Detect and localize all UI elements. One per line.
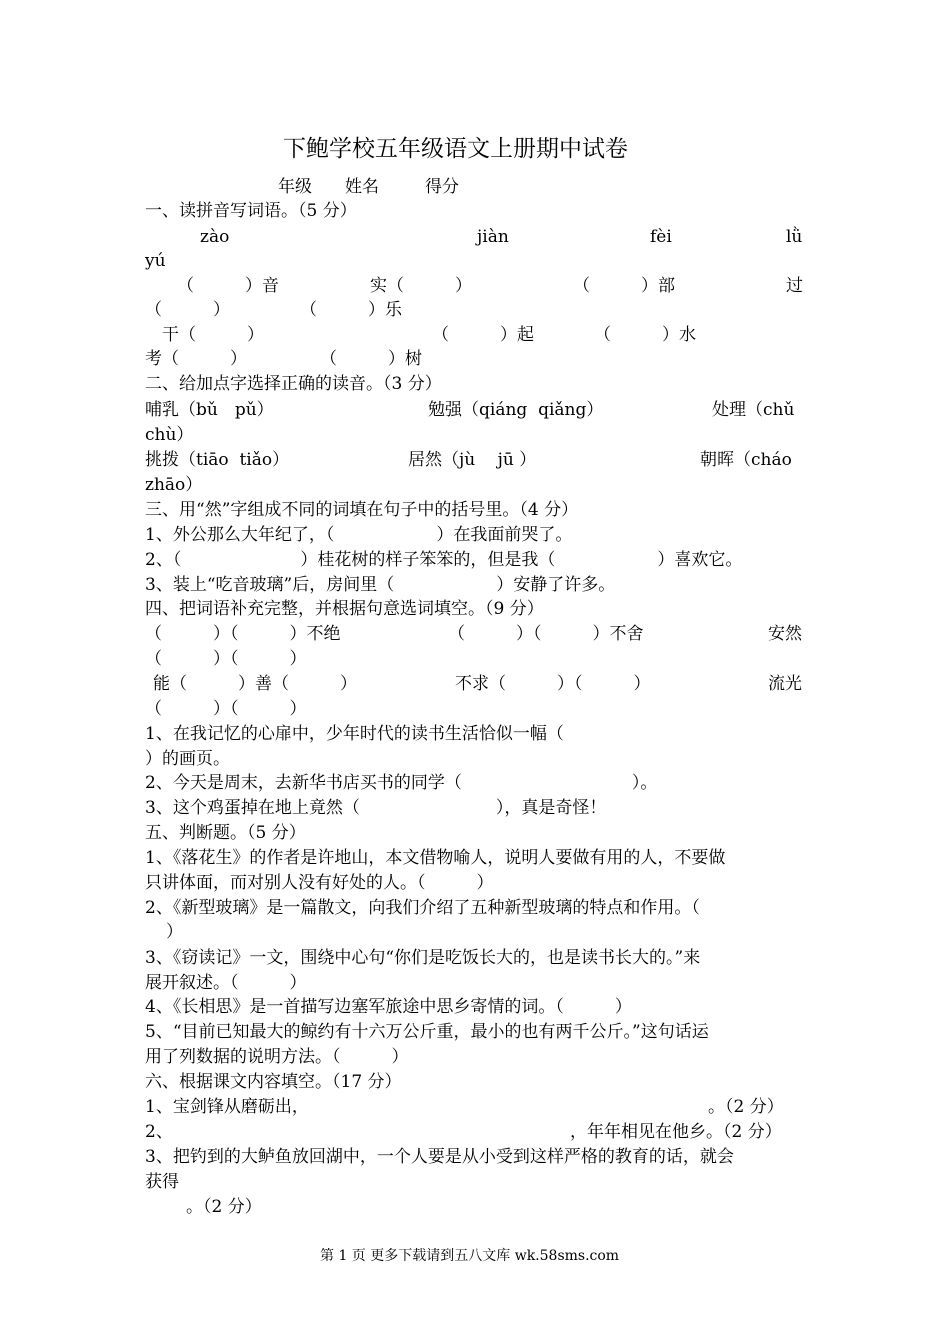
s5-question-3-cont: 展开叙述。（ ）	[145, 973, 307, 993]
s6-question-2: 2、	[145, 1122, 173, 1142]
section-5-heading: 五、判断题。（5 分）	[145, 823, 306, 843]
s1-blank-11: （ ）树	[320, 349, 422, 369]
s1-blank-4: 过	[786, 276, 803, 296]
pinyin-4: lǜ	[786, 227, 803, 247]
info-score: 得分	[425, 177, 459, 197]
s5-question-2: 2、《新型玻璃》是一篇散文，向我们介绍了五种新型玻璃的特点和作用。（	[145, 898, 700, 918]
s6-question-1-end: 。（2 分）	[708, 1097, 784, 1117]
s5-question-1: 1、《落花生》的作者是许地山，本文借物喻人，说明人要做有用的人，不要做	[145, 848, 726, 868]
page-footer: 第 1 页 更多下载请到五八文库 wk.58sms.com	[320, 1248, 620, 1264]
s4-idiom-4: 能（ ）善（ ）	[153, 674, 357, 694]
s2-item-4: 挑拨（tiāo tiǎo）	[145, 450, 290, 470]
s1-blank-7: 干（ ）	[162, 325, 264, 345]
s6-question-1: 1、宝剑锋从磨砺出，	[145, 1097, 309, 1117]
s1-blank-6: （ ）乐	[300, 300, 402, 320]
s1-blank-5: （ ）	[145, 300, 230, 320]
section-2-heading: 二、给加点字选择正确的读音。（3 分）	[145, 374, 442, 394]
s2-item-3: 处理（chǔ	[712, 400, 795, 420]
pinyin-1: zào	[200, 227, 230, 247]
s5-question-4: 4、《长相思》是一首描写边塞军旅途中思乡寄情的词。（ ）	[145, 997, 632, 1017]
s5-question-5-cont: 用了列数据的说明方法。（ ）	[145, 1047, 409, 1067]
info-name: 姓名	[345, 177, 379, 197]
s1-blank-10: 考（ ）	[145, 349, 247, 369]
s3-question-3: 3、装上“吃音玻璃”后，房间里（ ）安静了许多。	[145, 575, 616, 595]
s4-question-2: 2、今天是周末，去新华书店买书的同学（ ）。	[145, 773, 658, 793]
s1-blank-8: （ ）起	[432, 325, 534, 345]
s2-item-1: 哺乳（bǔ pǔ）	[145, 400, 274, 420]
s4-idiom-6: 流光	[768, 674, 802, 694]
s3-question-2: 2、（ ）桂花树的样子笨笨的，但是我（ ）喜欢它。	[145, 550, 743, 570]
info-grade: 年级	[278, 177, 312, 197]
s6-question-2-end: ，年年相见在他乡。（2 分）	[570, 1122, 782, 1142]
section-4-heading: 四、把词语补充完整，并根据句意选词填空。（9 分）	[145, 599, 544, 619]
page-title: 下鲍学校五年级语文上册期中试卷	[283, 136, 628, 162]
s4-idiom-6-cont: （ ）（ ）	[145, 699, 307, 719]
section-6-heading: 六、根据课文内容填空。（17 分）	[145, 1072, 402, 1092]
section-1-heading: 一、读拼音写词语。（5 分）	[145, 201, 357, 221]
s1-blank-9: （ ）水	[594, 325, 696, 345]
s4-idiom-3: 安然	[768, 624, 802, 644]
pinyin-2: jiàn	[477, 227, 509, 247]
s5-question-1-cont: 只讲体面，而对别人没有好处的人。（ ）	[145, 873, 494, 893]
s6-question-3-cont: 获得	[145, 1172, 179, 1192]
s2-item-6: 朝晖（cháo	[700, 450, 792, 470]
s2-item-3-cont: chù）	[145, 425, 194, 445]
s2-item-6-cont: zhāo）	[145, 475, 203, 495]
s5-question-5: 5、“目前已知最大的鲸约有十六万公斤重，最小的也有两千公斤。”这句话运	[145, 1022, 709, 1042]
s1-blank-2: 实（ ）	[370, 276, 472, 296]
s6-question-3: 3、把钓到的大鲈鱼放回湖中，一个人要是从小受到这样严格的教育的话，就会	[145, 1147, 734, 1167]
s4-question-3: 3、这个鸡蛋掉在地上竟然（ ），真是奇怪！	[145, 798, 607, 818]
s5-question-2-cont: ）	[166, 922, 183, 942]
section-3-heading: 三、用“然”字组成不同的词填在句子中的括号里。（4 分）	[145, 500, 579, 520]
s4-question-1-cont: ）的画页。	[145, 749, 230, 769]
s4-question-1: 1、在我记忆的心扉中，少年时代的读书生活恰似一幅（	[145, 724, 564, 744]
s2-item-5: 居然（jù jū ）	[408, 450, 537, 470]
s1-blank-3: （ ）部	[573, 276, 675, 296]
s4-idiom-1: （ ）（ ）不绝	[145, 624, 341, 644]
s5-question-3: 3、《窃读记》一文，围绕中心句“你们是吃饭长大的，也是读书长大的。”来	[145, 948, 701, 968]
s4-idiom-2: （ ）（ ）不舍	[448, 624, 644, 644]
s6-question-3-end: 。（2 分）	[186, 1197, 262, 1217]
s4-idiom-5: 不求（ ）（ ）	[455, 674, 651, 694]
s3-question-1: 1、外公那么大年纪了，（ ）在我面前哭了。	[145, 525, 573, 545]
s2-item-2: 勉强（qiáng qiǎng）	[428, 400, 604, 420]
s4-idiom-3-cont: （ ）（ ）	[145, 649, 307, 669]
pinyin-3: fèi	[650, 227, 672, 247]
s1-blank-1: （ ）音	[177, 276, 279, 296]
pinyin-5: yú	[145, 251, 166, 271]
